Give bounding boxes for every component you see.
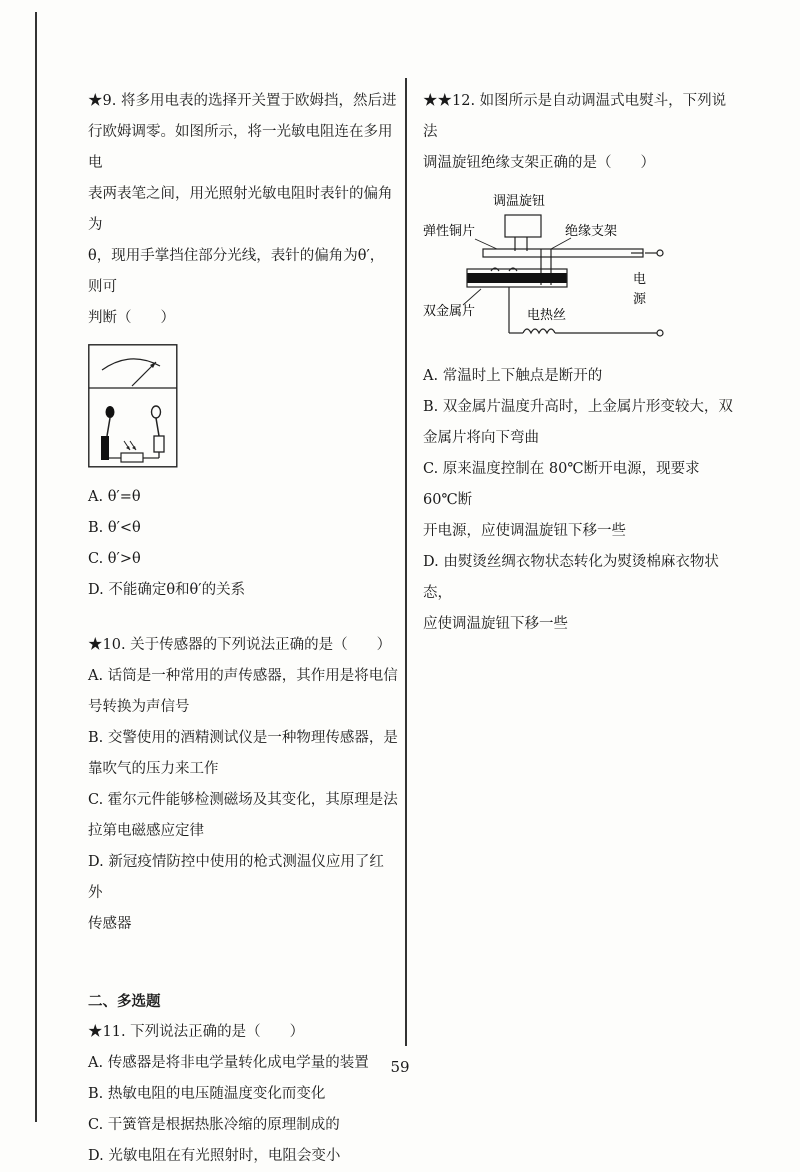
- label-support: 绝缘支架: [565, 224, 618, 239]
- question-11: [88, 1017, 398, 1172]
- q12-option-b-cont: 金属片将向下弯曲: [423, 430, 539, 446]
- label-bimetal: 双金属片: [423, 304, 476, 319]
- q11-option-b: B. 热敏电阻的电压随温度变化而变化: [88, 1086, 326, 1102]
- q12-option-a: A. 常温时上下触点是断开的: [423, 368, 603, 384]
- q11-option-a: A. 传感器是将非电学量转化成电学量的装置: [88, 1055, 369, 1071]
- q9-line: ★9. 将多用电表的选择开关置于欧姆挡，然后进: [88, 93, 397, 109]
- left-margin-rule: [35, 12, 37, 1122]
- q9-line: 行欧姆调零。如图所示，将一光敏电阻连在多用电: [88, 124, 393, 171]
- bimetal-strip: [467, 273, 567, 283]
- label-power-2: 源: [633, 292, 647, 307]
- q11-option-c: C. 干簧管是根据热胀冷缩的原理制成的: [88, 1117, 340, 1133]
- q10-stem: ★10. 关于传感器的下列说法正确的是（ ）: [88, 637, 392, 653]
- copper-strip: [483, 249, 643, 257]
- q9-option-b: B. θ′<θ: [88, 520, 141, 536]
- label-power-1: 电: [633, 272, 647, 287]
- q10-option-c: C. 霍尔元件能够检测磁场及其变化，其原理是法: [88, 792, 398, 808]
- section-title: 二、多选题: [88, 993, 161, 1010]
- q12-option-d-cont: 应使调温旋钮下移一些: [423, 616, 568, 632]
- q12-option-c-cont: 开电源，应使调温旋钮下移一些: [423, 523, 626, 539]
- heater-coil: [523, 329, 555, 333]
- q10-option-a-cont: 号转换为声信号: [88, 699, 190, 715]
- left-column: [88, 86, 398, 1172]
- q12-option-b: B. 双金属片温度升高时，上金属片形变较大，双: [423, 399, 733, 415]
- label-knob: 调温旋钮: [493, 194, 546, 209]
- q10-option-d: D. 新冠疫情防控中使用的枪式测温仪应用了红外: [88, 854, 384, 901]
- knob-rect: [505, 215, 541, 237]
- question-12: [423, 86, 733, 640]
- multimeter-figure: [88, 344, 188, 474]
- q9-line: 判断（ ）: [88, 310, 175, 326]
- column-divider: [405, 78, 407, 1046]
- q12-option-d: D. 由熨烫丝绸衣物状态转化为熨烫棉麻衣物状态，: [423, 554, 719, 601]
- q11-stem: ★11. 下列说法正确的是（ ）: [88, 1024, 305, 1040]
- q9-line: θ，现用手掌挡住部分光线，表针的偏角为θ′，则可: [88, 248, 385, 295]
- q9-line: 表两表笔之间，用光照射光敏电阻时表针的偏角为: [88, 186, 393, 233]
- q12-line: ★★12. 如图所示是自动调温式电熨斗，下列说法: [423, 93, 727, 140]
- q9-option-c: C. θ′>θ: [88, 551, 141, 567]
- q9-option-a: A. θ′=θ: [88, 489, 141, 505]
- label-copper: 弹性铜片: [423, 224, 476, 239]
- electric-iron-figure: [423, 187, 683, 357]
- q12-line: 调温旋钮绝缘支架正确的是（ ）: [423, 155, 655, 171]
- right-column: [423, 86, 733, 640]
- q9-option-d: D. 不能确定θ和θ′的关系: [88, 582, 246, 598]
- q10-option-b: B. 交警使用的酒精测试仪是一种物理传感器，是: [88, 730, 398, 746]
- q10-option-b-cont: 靠吹气的压力来工作: [88, 761, 219, 777]
- question-10: [88, 630, 398, 940]
- q10-option-a: A. 话筒是一种常用的声传感器，其作用是将电信: [88, 668, 398, 684]
- question-9: [88, 86, 398, 606]
- q12-option-c: C. 原来温度控制在 80℃断开电源，现要求 60℃断: [423, 461, 700, 508]
- label-heater: 电热丝: [527, 308, 567, 323]
- page-number: 59: [390, 1058, 410, 1076]
- q11-option-d: D. 光敏电阻在有光照射时，电阻会变小: [88, 1148, 341, 1164]
- q10-option-c-cont: 拉第电磁感应定律: [88, 823, 204, 839]
- q10-option-d-cont: 传感器: [88, 916, 132, 932]
